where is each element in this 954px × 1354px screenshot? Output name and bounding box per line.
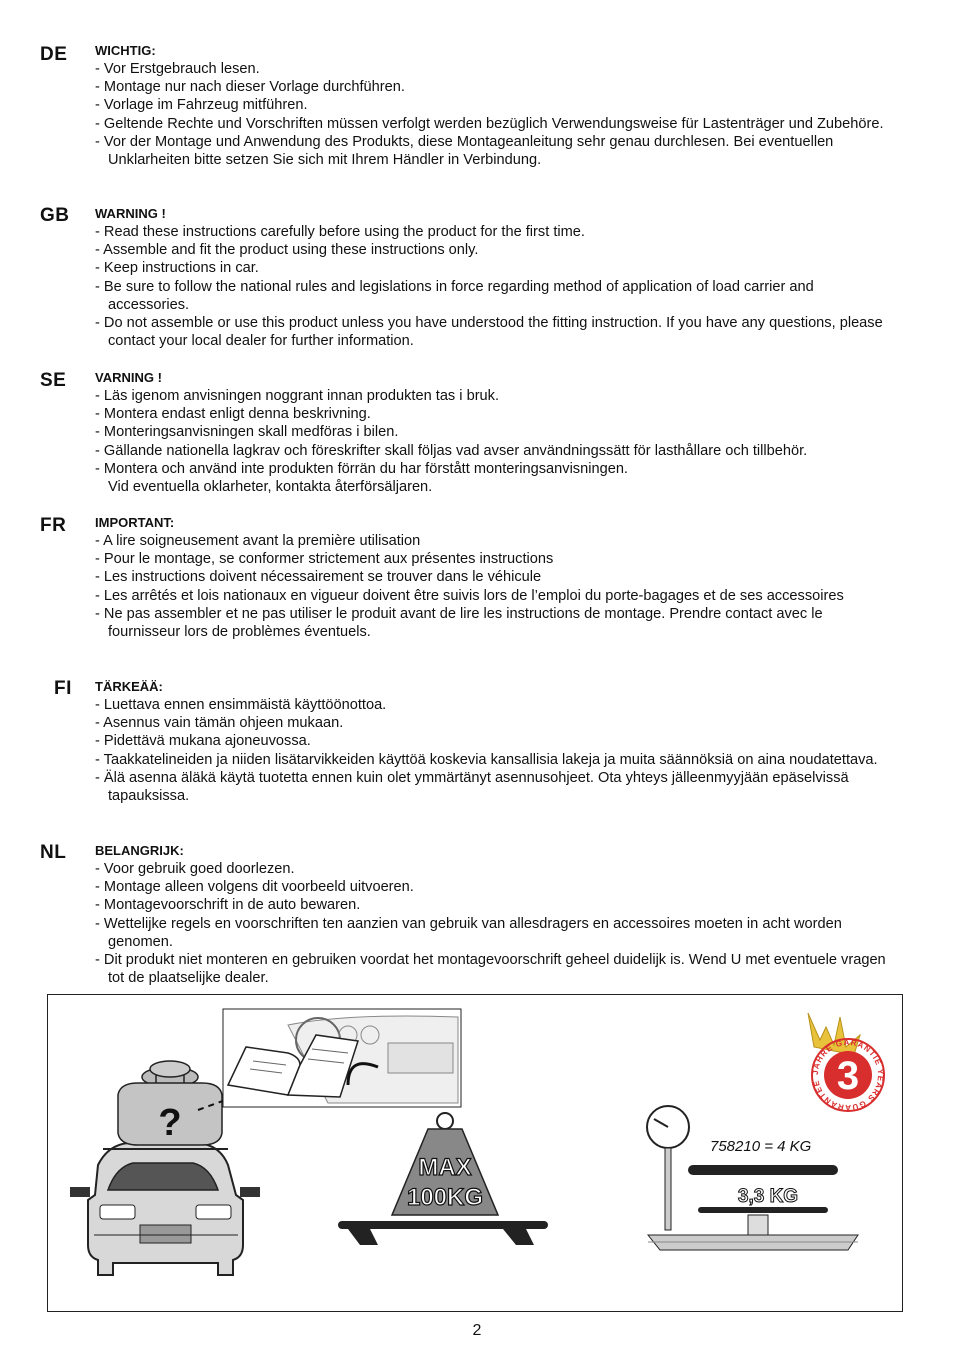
language-code-gb: GB xyxy=(40,205,70,226)
list-item: - Read these instructions carefully before using the product for the first time. xyxy=(95,224,585,240)
language-code-nl: NL xyxy=(40,842,67,863)
weight-icon xyxy=(118,1061,222,1145)
section-heading: WARNING ! xyxy=(95,206,166,221)
list-item: - Montera och använd inte produkten förrän du har förstått monteringsanvisningen. xyxy=(95,460,628,477)
language-code-se: SE xyxy=(40,370,67,391)
illustration-panel xyxy=(47,994,903,1312)
list-item-continuation: Vid eventuella oklarheter, kontakta återförsäljaren. xyxy=(108,479,433,496)
list-item: - Monteringsanvisningen skall medföras i bilen. xyxy=(95,424,399,441)
section-heading: IMPORTANT: xyxy=(95,515,175,530)
section-heading: BELANGRIJK: xyxy=(95,843,184,858)
max-label-line2: 100KG xyxy=(406,1184,484,1211)
roof-bar-icon xyxy=(338,1221,548,1245)
list-item: - Asennus vain tämän ohjeen mukaan. xyxy=(95,715,344,732)
list-item: - Les arrêtés et lois nationaux en vigueur doivent être suivis lors de l’emploi du porte-bagages et de ses accessoires xyxy=(95,587,844,604)
list-item: - Montagevoorschrift in de auto bewaren. xyxy=(95,897,361,914)
section-nl xyxy=(95,842,895,987)
list-item: - Vorlage im Fahrzeug mitführen. xyxy=(95,97,308,114)
section-de xyxy=(95,42,895,169)
list-item: - Läs igenom anvisningen noggrant innan produkten tas i bruk. xyxy=(95,388,500,404)
guarantee-number: 3 xyxy=(836,1054,860,1098)
list-item: - Be sure to follow the national rules and legislations in force regarding method of application of load carrier and accessories. xyxy=(95,278,814,313)
list-item: - Vor der Montage und Anwendung des Produkts, diese Montageanleitung sehr genau durchlesen. Bei eventuellen Unklarheiten bitte setzen Sie sich mit Ihrem Händler in Verbindung. xyxy=(95,133,834,169)
list-item: - Vor Erstgebrauch lesen. xyxy=(95,61,260,77)
list-item: - A lire soigneusement avant la première utilisation xyxy=(95,533,421,549)
list-item: - Wettelijke regels en voorschriften ten aanzien van gebruik van allesdragers en accessoires moeten in acht worden genomen. xyxy=(95,915,842,950)
max-weight-icon xyxy=(392,1113,498,1215)
scale-icon xyxy=(647,1106,858,1250)
car-illustration xyxy=(70,1143,260,1275)
product-weight-text: 758210 = 4 KG xyxy=(710,1138,812,1155)
list-item: - Pour le montage, se conformer strictement aux présentes instructions xyxy=(95,551,554,568)
question-mark: ? xyxy=(158,1102,182,1144)
scale-display-text: 3,3 KG xyxy=(737,1186,799,1207)
list-item: - Pidettävä mukana ajoneuvossa. xyxy=(95,733,311,750)
list-item: - Do not assemble or use this product unless you have understood the fitting instruction. If you have any questions, please contact your local dealer for further information. xyxy=(95,315,883,350)
section-heading: WICHTIG: xyxy=(95,43,156,58)
list-item: - Älä asenna äläkä käytä tuotetta ennen kuin olet ymmärtänyt asennusohjeet. Ota yhteys jälleenmyyjään epäselvissä tapauksissa. xyxy=(95,769,849,805)
list-item: - Montage alleen volgens dit voorbeeld uitvoeren. xyxy=(95,879,414,896)
guarantee-badge-icon xyxy=(808,1013,885,1112)
language-code-de: DE xyxy=(40,44,68,65)
list-item: - Taakkatelineiden ja niiden lisätarvikkeiden käyttöä koskevia kansallisia lakeja ja muita säännöksiä on aina noudatettava. xyxy=(95,751,878,768)
section-fi xyxy=(95,678,895,805)
guarantee-ring-text: JAHRE GARANTIE YEARS GUARANTEE xyxy=(810,1037,886,1113)
list-item: - Assemble and fit the product using these instructions only. xyxy=(95,242,479,259)
list-item: - Geltende Rechte und Vorschriften müssen verfolgt werden bezüglich Verwendungsweise für Lastenträger und Zubehöre. xyxy=(95,115,884,132)
section-gb xyxy=(95,205,895,350)
section-fr xyxy=(95,514,895,641)
list-item: - Keep instructions in car. xyxy=(95,260,259,277)
language-code-fr: FR xyxy=(40,515,67,536)
section-heading: TÄRKEÄÄ: xyxy=(95,679,163,694)
list-item: - Les instructions doivent nécessairement se trouver dans le véhicule xyxy=(95,569,542,586)
list-item: - Ne pas assembler et ne pas utiliser le produit avant de lire les instructions de montage. Prendre contact avec le fournisseur lors de problèmes éventuels. xyxy=(95,605,823,641)
list-item: - Gällande nationella lagkrav och föreskrifter skall följas vad avser användningssätt för lasthållare och tillbehör. xyxy=(95,442,808,459)
list-item: - Luettava ennen ensimmäistä käyttöönottoa. xyxy=(95,697,387,713)
list-item: - Dit produkt niet monteren en gebruiken voordat het montagevoorschrift geheel duidelijk is. Wend U met eventuele vragen tot de plaatselijke dealer. xyxy=(95,952,886,987)
page-number: 2 xyxy=(472,1322,482,1339)
list-item: - Voor gebruik goed doorlezen. xyxy=(95,861,295,877)
section-se xyxy=(95,369,895,496)
section-heading: VARNING ! xyxy=(95,370,162,385)
max-label-line1: MAX xyxy=(418,1154,472,1181)
language-code-fi: FI xyxy=(54,678,72,699)
list-item: - Montera endast enligt denna beskrivning. xyxy=(95,406,371,423)
list-item: - Montage nur nach dieser Vorlage durchführen. xyxy=(95,79,405,96)
